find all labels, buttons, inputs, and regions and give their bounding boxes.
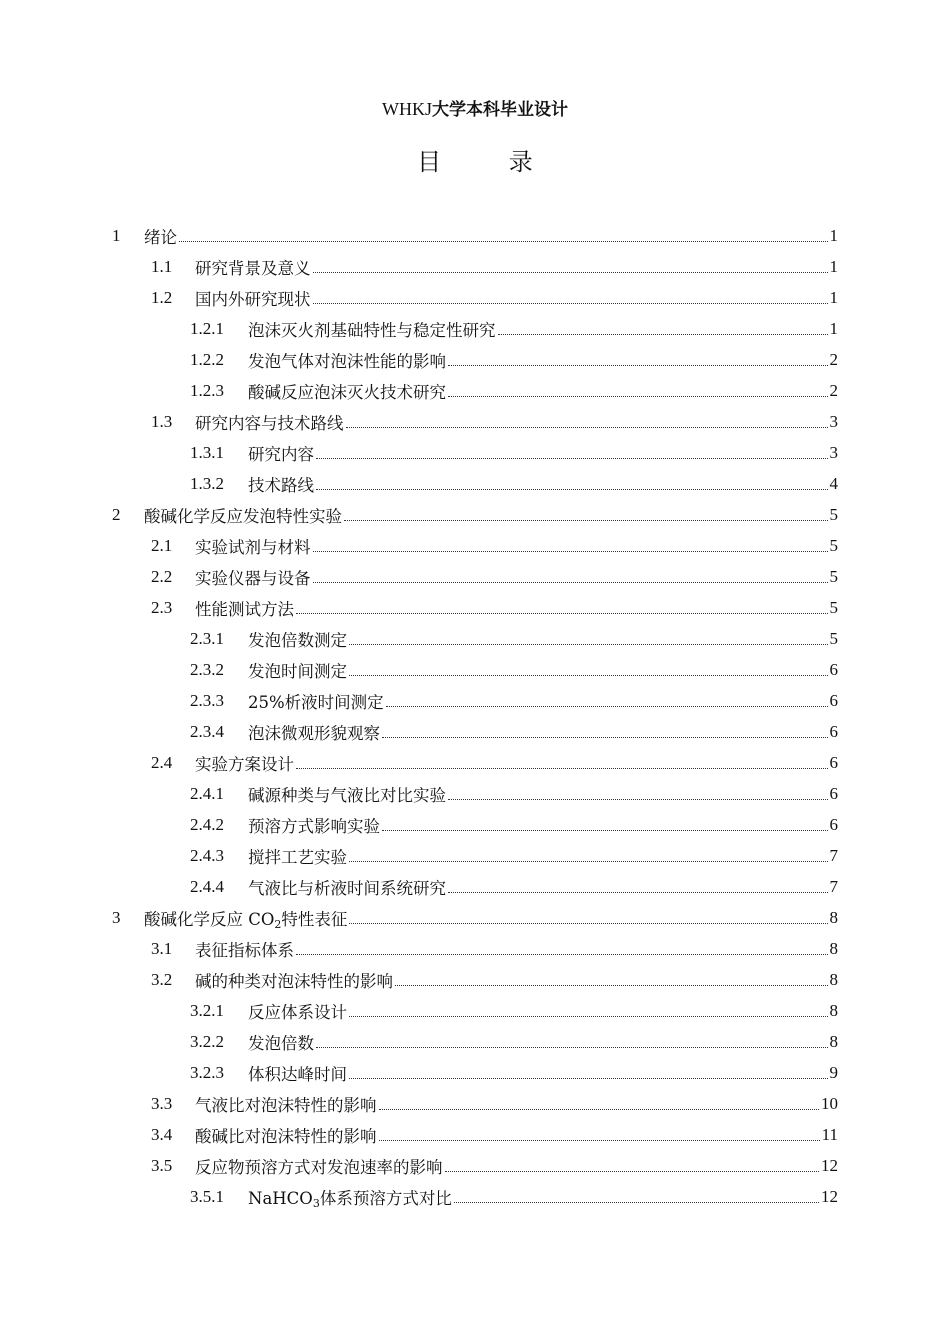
toc-leader-dots (316, 458, 828, 459)
toc-page-number: 10 (821, 1093, 838, 1113)
toc-leader-dots (346, 427, 828, 428)
toc-page-number: 6 (829, 752, 838, 772)
toc-entry-level-2[interactable] (112, 530, 838, 561)
toc-leader-dots (382, 830, 828, 831)
toc-leader-dots (349, 1078, 828, 1079)
toc-page-number: 5 (829, 504, 838, 524)
toc-entry-title-text: 发泡时间测定 (248, 661, 347, 681)
toc-page-number: 6 (829, 659, 838, 679)
toc-entry-title (195, 565, 311, 589)
toc-leader-dots (379, 1140, 820, 1141)
toc-entry-title (248, 379, 446, 403)
toc-entry-title (195, 1123, 377, 1147)
toc-entry-number: 1.1 (151, 256, 173, 276)
toc-page-number: 8 (829, 969, 838, 989)
toc-entry-title-text: NaHCO (248, 1188, 313, 1208)
toc-entry-title-text: 性能测试方法 (195, 599, 294, 619)
toc-entry-title-text: 反应体系设计 (248, 1002, 347, 1022)
toc-entry-title-text: 25%析液时间测定 (248, 692, 384, 712)
toc-entry-title-text: 体积达峰时间 (248, 1064, 347, 1084)
toc-entry-title-text: 发泡倍数 (248, 1033, 314, 1053)
toc-entry-number: 1.2.3 (190, 380, 224, 400)
toc-entry-number: 2.4 (151, 752, 173, 772)
toc-entry-title (248, 1030, 314, 1054)
toc-entry-title-text: 国内外研究现状 (195, 289, 311, 309)
toc-entry-number: 3.2.3 (190, 1062, 224, 1082)
toc-entry-title-text: 研究内容 (248, 444, 314, 464)
toc-entry-number: 2.2 (151, 566, 173, 586)
toc-entry-title (144, 224, 177, 248)
toc-entry-title-text: 实验仪器与设备 (195, 568, 311, 588)
toc-entry-number: 2.4.3 (190, 845, 224, 865)
toc-leader-dots (316, 489, 828, 490)
toc-entry-number: 2.3.2 (190, 659, 224, 679)
toc-page-number: 9 (829, 1062, 838, 1082)
toc-entry-title (248, 1185, 452, 1209)
toc-entry-title-text: 预溶方式影响实验 (248, 816, 380, 836)
toc-leader-dots (349, 644, 828, 645)
toc-entry-level-2[interactable] (112, 747, 838, 778)
toc-page-number: 6 (829, 721, 838, 741)
toc-page-number: 12 (821, 1186, 838, 1206)
toc-entry-title (195, 968, 393, 992)
toc-entry-number: 1 (112, 225, 121, 245)
toc-leader-dots (296, 613, 828, 614)
toc-leader-dots (349, 861, 828, 862)
toc-page-number: 1 (829, 256, 838, 276)
toc-leader-dots (448, 365, 828, 366)
toc-page-number: 7 (829, 876, 838, 896)
toc-entry-title-text: 研究背景及意义 (195, 258, 311, 278)
toc-entry-title (248, 813, 380, 837)
toc-page-number: 8 (829, 938, 838, 958)
toc-entry-title (195, 1154, 443, 1178)
toc-leader-dots (313, 551, 828, 552)
toc-entry-number: 3.1 (151, 938, 173, 958)
toc-entry-number: 2.4.4 (190, 876, 224, 896)
toc-entry-level-1[interactable] (112, 499, 838, 530)
toc-page-number: 5 (829, 628, 838, 648)
toc-page-number: 1 (829, 225, 838, 245)
toc-entry-level-2[interactable] (112, 1119, 838, 1150)
toc-page-number: 5 (829, 597, 838, 617)
toc-leader-dots (349, 675, 828, 676)
toc-leader-dots (349, 1016, 828, 1017)
toc-entry-number: 2.3.3 (190, 690, 224, 710)
toc-leader-dots (296, 954, 828, 955)
toc-entry-title-text: 反应物预溶方式对发泡速率的影响 (195, 1157, 443, 1177)
toc-entry-title-text: 碱源种类与气液比对比实验 (248, 785, 446, 805)
toc-page-number: 11 (821, 1124, 838, 1144)
toc-entry-level-3[interactable] (112, 871, 838, 902)
toc-entry-number: 1.2.2 (190, 349, 224, 369)
toc-entry-title-text: 酸碱化学反应发泡特性实验 (144, 506, 342, 526)
toc-entry-level-3[interactable] (112, 995, 838, 1026)
toc-entry-level-3[interactable] (112, 840, 838, 871)
toc-leader-dots (448, 892, 828, 893)
toc-leader-dots (445, 1171, 820, 1172)
toc-entry-number: 3.3 (151, 1093, 173, 1113)
toc-entry-title-text: 气液比对泡沫特性的影响 (195, 1095, 377, 1115)
toc-entry-title-text: 研究内容与技术路线 (195, 413, 344, 433)
toc-page-number: 1 (829, 318, 838, 338)
toc-entry-number: 2.1 (151, 535, 173, 555)
toc-entry-level-3[interactable] (112, 1026, 838, 1057)
toc-entry-title-suffix: 体系预溶方式对比 (319, 1188, 452, 1208)
toc-entry-number: 3.2 (151, 969, 173, 989)
toc-entry-level-2[interactable] (112, 406, 838, 437)
toc-entry-level-3[interactable] (112, 654, 838, 685)
toc-entry-title (195, 1092, 377, 1116)
toc-leader-dots (313, 272, 828, 273)
toc-entry-number: 1.3 (151, 411, 173, 431)
toc-entry-title (248, 1061, 347, 1085)
toc-entry-level-1[interactable] (112, 220, 838, 251)
toc-page-number: 6 (829, 690, 838, 710)
toc-entry-number: 2.3.1 (190, 628, 224, 648)
toc-entry-title (248, 627, 347, 651)
toc-page-number: 3 (829, 411, 838, 431)
toc-page-number: 8 (829, 1000, 838, 1020)
toc-page-number: 5 (829, 566, 838, 586)
toc-entry-title (144, 906, 347, 930)
toc-entry-title-text: 发泡气体对泡沫性能的影响 (248, 351, 446, 371)
toc-page-number: 3 (829, 442, 838, 462)
toc-entry-title-text: 发泡倍数测定 (248, 630, 347, 650)
toc-entry-level-2[interactable] (112, 561, 838, 592)
toc-entry-level-3[interactable] (112, 313, 838, 344)
toc-entry-title-text: 搅拌工艺实验 (248, 847, 347, 867)
toc-entry-title (248, 472, 314, 496)
toc-entry-level-3[interactable] (112, 375, 838, 406)
toc-leader-dots (313, 303, 828, 304)
toc-entry-level-2[interactable] (112, 933, 838, 964)
toc-page-number: 7 (829, 845, 838, 865)
page-title: 目 录 (417, 148, 563, 176)
toc-leader-dots (448, 799, 828, 800)
toc-entry-title (195, 937, 294, 961)
toc-entry-level-3[interactable] (112, 685, 838, 716)
header-school-code: WHKJ (382, 99, 432, 119)
toc-entry-number: 1.3.1 (190, 442, 224, 462)
toc-entry-title-text: 实验方案设计 (195, 754, 294, 774)
toc-entry-level-3[interactable] (112, 778, 838, 809)
document-header (0, 97, 950, 122)
toc-entry-level-1[interactable] (112, 902, 838, 933)
toc-entry-title (248, 844, 347, 868)
toc-entry-number: 3 (112, 907, 121, 927)
toc-entry-level-3[interactable] (112, 437, 838, 468)
toc-entry-number: 3.5.1 (190, 1186, 224, 1206)
toc-entry-number: 2.4.1 (190, 783, 224, 803)
toc-entry-level-2[interactable] (112, 251, 838, 282)
toc-leader-dots (498, 334, 828, 335)
toc-entry-level-3[interactable] (112, 716, 838, 747)
toc-entry-title (248, 658, 347, 682)
toc-leader-dots (379, 1109, 820, 1110)
toc-page-number: 8 (829, 1031, 838, 1051)
toc-entry-number: 2.3.4 (190, 721, 224, 741)
toc-entry-level-2[interactable] (112, 1150, 838, 1181)
toc-entry-title (195, 410, 344, 434)
toc-leader-dots (454, 1202, 819, 1203)
toc-entry-title (248, 875, 446, 899)
toc-leader-dots (179, 241, 828, 242)
toc-entry-level-3[interactable] (112, 1057, 838, 1088)
toc-entry-title (248, 317, 496, 341)
toc-entry-level-3[interactable] (112, 344, 838, 375)
toc-entry-title (195, 534, 311, 558)
toc-page-number: 8 (829, 907, 838, 927)
toc-leader-dots (349, 923, 827, 924)
toc-leader-dots (296, 768, 828, 769)
toc-entry-level-2[interactable] (112, 964, 838, 995)
toc-entry-title-text: 绪论 (144, 227, 177, 247)
toc-entry-title (248, 999, 347, 1023)
toc-entry-title-subscript: 2 (274, 917, 282, 931)
toc-entry-number: 1.2 (151, 287, 173, 307)
toc-page-number: 2 (829, 380, 838, 400)
toc-page-number: 6 (829, 814, 838, 834)
toc-entry-title-text: 实验试剂与材料 (195, 537, 311, 557)
toc-entry-number: 2.3 (151, 597, 173, 617)
toc-entry-number: 2.4.2 (190, 814, 224, 834)
toc-entry-number: 1.2.1 (190, 318, 224, 338)
toc-entry-number: 1.3.2 (190, 473, 224, 493)
toc-entry-number: 3.2.1 (190, 1000, 224, 1020)
toc-entry-number: 2 (112, 504, 121, 524)
toc-entry-title (248, 441, 314, 465)
toc-entry-title-text: 酸碱化学反应 CO (144, 909, 275, 929)
toc-entry-level-2[interactable] (112, 592, 838, 623)
toc-entry-title-text: 酸碱比对泡沫特性的影响 (195, 1126, 377, 1146)
toc-entry-title (248, 689, 384, 713)
toc-entry-title-text: 酸碱反应泡沫灭火技术研究 (248, 382, 446, 402)
toc-entry-number: 3.4 (151, 1124, 173, 1144)
toc-entry-title (195, 286, 311, 310)
toc-entry-title-text: 碱的种类对泡沫特性的影响 (195, 971, 393, 991)
toc-leader-dots (382, 737, 828, 738)
toc-page-number: 2 (829, 349, 838, 369)
toc-entry-level-3[interactable] (112, 468, 838, 499)
toc-entry-level-3[interactable] (112, 809, 838, 840)
table-of-contents (112, 220, 838, 1212)
toc-leader-dots (448, 396, 828, 397)
toc-entry-title-text: 表征指标体系 (195, 940, 294, 960)
toc-leader-dots (386, 706, 828, 707)
toc-entry-level-3[interactable] (112, 1181, 838, 1212)
toc-entry-title-suffix: 特性表征 (281, 909, 348, 929)
toc-leader-dots (313, 582, 828, 583)
toc-entry-title (195, 751, 294, 775)
toc-page-number: 1 (829, 287, 838, 307)
toc-entry-title (248, 782, 446, 806)
toc-page-number: 12 (821, 1155, 838, 1175)
toc-entry-title-text: 泡沫灭火剂基础特性与稳定性研究 (248, 320, 496, 340)
toc-entry-title-text: 泡沫微观形貌观察 (248, 723, 380, 743)
toc-entry-title-subscript: 3 (312, 1196, 320, 1210)
toc-page-number: 4 (829, 473, 838, 493)
toc-leader-dots (395, 985, 828, 986)
toc-page-number: 6 (829, 783, 838, 803)
toc-page-number: 5 (829, 535, 838, 555)
toc-entry-title (248, 720, 380, 744)
toc-entry-level-2[interactable] (112, 282, 838, 313)
toc-entry-title (144, 503, 342, 527)
toc-entry-number: 3.2.2 (190, 1031, 224, 1051)
toc-leader-dots (316, 1047, 828, 1048)
toc-entry-title (248, 348, 446, 372)
toc-entry-title (195, 596, 294, 620)
toc-entry-level-2[interactable] (112, 1088, 838, 1119)
toc-entry-title-text: 技术路线 (248, 475, 314, 495)
toc-entry-title-text: 气液比与析液时间系统研究 (248, 878, 446, 898)
toc-entry-title (195, 255, 311, 279)
toc-entry-number: 3.5 (151, 1155, 173, 1175)
header-document-type: 大学本科毕业设计 (432, 100, 568, 120)
toc-entry-level-3[interactable] (112, 623, 838, 654)
toc-leader-dots (344, 520, 828, 521)
